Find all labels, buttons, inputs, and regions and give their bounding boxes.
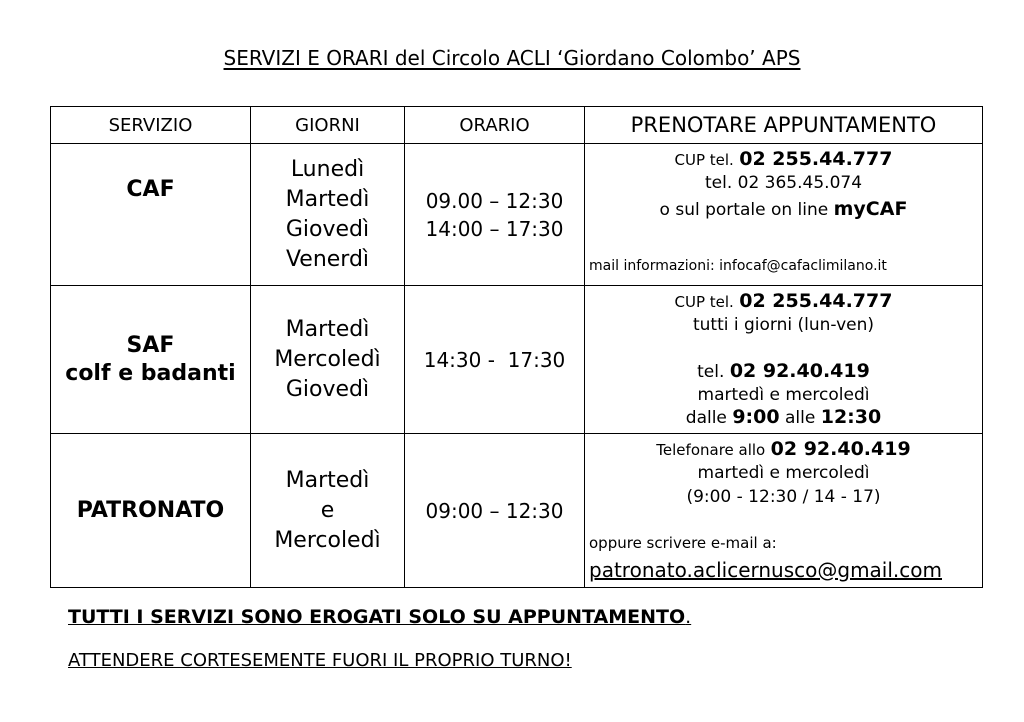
cup-number: 02 255.44.777 (739, 148, 893, 170)
call-hours: (9:00 - 12:30 / 14 - 17) (686, 487, 881, 507)
days-cell-patronato (251, 434, 405, 588)
portal-name: myCAF (833, 198, 908, 220)
tel-label: tel. (697, 362, 725, 382)
service-name: SAF (126, 332, 175, 358)
day: Mercoledì (274, 346, 381, 372)
to-time: 12:30 (820, 406, 882, 428)
from-label: dalle (685, 408, 727, 428)
services-table (50, 106, 983, 588)
hours-cell-patronato (405, 434, 585, 588)
note-line1: TUTTI I SERVIZI SONO EROGATI SOLO SU APPUNTAMENTO (68, 606, 686, 628)
header-days: GIORNI (251, 107, 405, 144)
hours-line: 09:00 – 12:30 (425, 498, 564, 523)
mail-info-line (589, 258, 887, 274)
day: Martedì (285, 316, 370, 342)
header-hours: ORARIO (405, 107, 585, 144)
tel-line: tel. 02 365.45.074 (704, 173, 863, 193)
mail-label: mail informazioni: (589, 258, 715, 274)
day: e (320, 497, 335, 523)
appointment-only-note (68, 606, 691, 628)
booking-cell-patronato (585, 434, 983, 588)
email-address[interactable]: patronato.aclicernusco@gmail.com (589, 558, 942, 582)
cup-label: CUP tel. (674, 151, 734, 169)
table-row-caf (51, 144, 983, 286)
day: Martedì (285, 186, 370, 212)
service-name: PATRONATO (76, 497, 225, 523)
header-booking: PRENOTARE APPUNTAMENTO (585, 107, 983, 144)
booking-cell-saf (585, 286, 983, 434)
day: Giovedì (285, 376, 370, 402)
call-line (585, 438, 982, 462)
cup-days: tutti i giorni (lun-ven) (692, 315, 875, 335)
time-range-line (585, 406, 982, 430)
service-subtitle: colf e badanti (65, 360, 236, 386)
hours-line: 14:30 - 17:30 (423, 347, 566, 372)
call-label: Telefonare allo (656, 441, 766, 459)
to-label: alle (784, 408, 816, 428)
cup-number: 02 255.44.777 (739, 290, 893, 312)
table-row-saf (51, 286, 983, 434)
email-label: oppure scrivere e-mail a: (589, 534, 777, 552)
call-days: martedì e mercoledì (697, 463, 870, 483)
from-time: 9:00 (732, 406, 780, 428)
note-line1-end: . (685, 606, 692, 628)
tel-days: martedì e mercoledì (697, 385, 870, 405)
booking-cell-caf (585, 144, 983, 286)
day: Lunedì (290, 156, 365, 182)
mail-address[interactable]: infocaf@cafaclimilano.it (719, 258, 887, 274)
page-title: SERVIZI E ORARI del Circolo ACLI ‘Giordano Colombo’ APS (223, 46, 801, 70)
day: Giovedì (285, 216, 370, 242)
hours-line: 09.00 – 12:30 (425, 188, 564, 213)
cup-line (585, 148, 982, 172)
table-row-patronato (51, 434, 983, 588)
tel-number: 02 92.40.419 (729, 360, 870, 382)
tel-line (585, 360, 982, 384)
cup-line (585, 290, 982, 314)
day: Venerdì (285, 246, 370, 272)
days-cell-saf (251, 286, 405, 434)
wait-outside-note: ATTENDERE CORTESEMENTE FUORI IL PROPRIO TURNO! (68, 650, 572, 671)
hours-line: 14:00 – 17:30 (425, 216, 564, 241)
header-service: SERVIZIO (51, 107, 251, 144)
service-cell-patronato (51, 434, 251, 588)
day: Martedì (285, 467, 370, 493)
service-name: CAF (126, 177, 175, 202)
cup-label: CUP tel. (674, 293, 734, 311)
portal-prefix: o sul portale on line (659, 200, 829, 220)
call-number: 02 92.40.419 (770, 438, 911, 460)
portal-line (585, 198, 982, 222)
hours-cell-saf (405, 286, 585, 434)
service-cell-caf (51, 144, 251, 286)
service-cell-saf (51, 286, 251, 434)
days-cell-caf (251, 144, 405, 286)
table-header-row (51, 107, 983, 144)
hours-cell-caf (405, 144, 585, 286)
day: Mercoledì (274, 527, 381, 553)
